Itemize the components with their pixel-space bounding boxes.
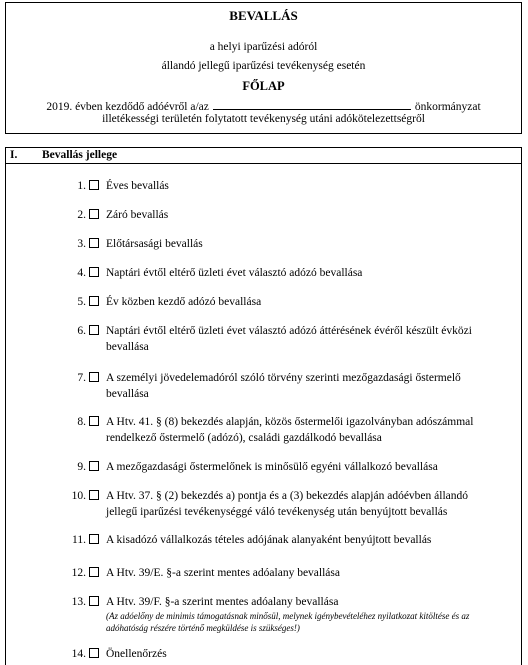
jurisdiction-line: illetékességi területén folytatott tevékenység utáni adókötelezettségről [102, 113, 425, 125]
option-label-continued: rendelkező őstermelő (adózó), családi gazdálkodó bevallása [106, 432, 382, 444]
option-item-2 [64, 207, 514, 223]
option-label: A Htv. 37. § (2) bekezdés a) pontja és a (3) bekezdés alapján adóévben állandó [106, 490, 469, 502]
option-label: A Htv. 39/F. §-a szerint mentes adóalany bevallása [106, 596, 339, 608]
option-item-13 [64, 594, 514, 634]
option-checkbox[interactable] [89, 461, 99, 471]
option-number: 2. [77, 209, 86, 221]
option-checkbox[interactable] [89, 238, 99, 248]
option-label: Záró bevallás [106, 209, 169, 221]
option-item-5 [64, 294, 514, 310]
municipality-input[interactable] [213, 98, 411, 110]
option-number: 5. [77, 296, 86, 308]
de-minimis-note: (Az adóelőny de minimis támogatásnak minősül, melynek igénybevételéhez nyilatkozat kitöltése és az [106, 611, 470, 621]
option-number: 9. [77, 461, 86, 473]
option-number: 8. [77, 416, 86, 428]
form-title: BEVALLÁS [229, 8, 298, 23]
option-number: 11. [72, 534, 86, 546]
section-declaration-type [5, 147, 522, 665]
option-item-1 [64, 178, 514, 194]
option-checkbox[interactable] [89, 180, 99, 190]
option-item-3 [64, 236, 514, 252]
option-checkbox[interactable] [89, 209, 99, 219]
option-label: Éves bevallás [106, 180, 169, 192]
municipality-prefix: 2019. évben kezdődő adóévről a/az [46, 101, 209, 113]
municipality-suffix: önkormányzat [414, 101, 481, 113]
option-label: A kisadózó vállalkozás tételes adójának alanyaként benyújtott bevallás [106, 534, 432, 546]
option-number: 12. [71, 567, 86, 579]
option-item-6 [64, 323, 514, 355]
option-label: A Htv. 39/E. §-a szerint mentes adóalany bevallása [106, 567, 340, 579]
option-label: A személyi jövedelemadóról szóló törvény szerinti mezőgazdasági őstermelő [106, 372, 461, 384]
option-checkbox[interactable] [89, 372, 99, 382]
section-number: I. [10, 149, 18, 161]
municipality-line [6, 98, 521, 113]
option-item-4 [64, 265, 514, 281]
option-checkbox[interactable] [89, 596, 99, 606]
option-number: 10. [71, 490, 86, 502]
option-number: 6. [77, 325, 86, 337]
form-subtitle: FŐLAP [242, 79, 285, 93]
option-checkbox[interactable] [89, 648, 99, 658]
option-checkbox[interactable] [89, 296, 99, 306]
option-checkbox[interactable] [89, 490, 99, 500]
option-label: Év közben kezdő adózó bevallása [106, 296, 262, 308]
option-label-continued: jellegű iparűzési tevékenységgé váló tevékenység után benyújtott bevallás [106, 506, 448, 518]
option-checkbox[interactable] [89, 567, 99, 577]
option-item-9 [64, 459, 514, 475]
option-number: 3. [77, 238, 86, 250]
option-checkbox[interactable] [89, 534, 99, 544]
option-label: Naptári évtől eltérő üzleti évet választó adózó bevallása [106, 267, 363, 279]
option-number: 14. [71, 648, 86, 660]
form-header [5, 2, 522, 134]
option-item-11 [64, 532, 514, 548]
section-header [6, 148, 521, 164]
form-subject-line: a helyi iparűzési adóról [209, 41, 318, 53]
section-title: Bevallás jellege [42, 149, 118, 161]
option-checkbox[interactable] [89, 267, 99, 277]
option-label-continued: bevallása [106, 388, 149, 400]
option-number: 1. [77, 180, 86, 192]
option-label: Naptári évtől eltérő üzleti évet választó adózó áttérésének évéről készült évközi [106, 325, 472, 337]
option-checkbox[interactable] [89, 325, 99, 335]
de-minimis-note-continued: adóhatóság részére történő megküldése is szükséges!) [106, 623, 300, 633]
option-item-12 [64, 565, 514, 581]
form-scope-line: állandó jellegű iparűzési tevékenység esetén [161, 60, 366, 72]
option-number: 7. [77, 372, 86, 384]
option-item-10 [64, 488, 514, 520]
option-item-7 [64, 370, 514, 402]
option-label: A Htv. 41. § (8) bekezdés alapján, közös őstermelői igazolványban adószámmal [106, 416, 474, 428]
option-item-8 [64, 414, 514, 446]
option-item-14 [64, 646, 514, 662]
option-label: Önellenőrzés [106, 648, 167, 660]
option-label-continued: bevallása [106, 341, 149, 353]
option-checkbox[interactable] [89, 416, 99, 426]
option-label: Előtársasági bevallás [106, 238, 203, 250]
option-number: 13. [71, 596, 86, 608]
option-label: A mezőgazdasági őstermelőnek is minősülő egyéni vállalkozó bevallása [106, 461, 438, 473]
option-number: 4. [77, 267, 86, 279]
